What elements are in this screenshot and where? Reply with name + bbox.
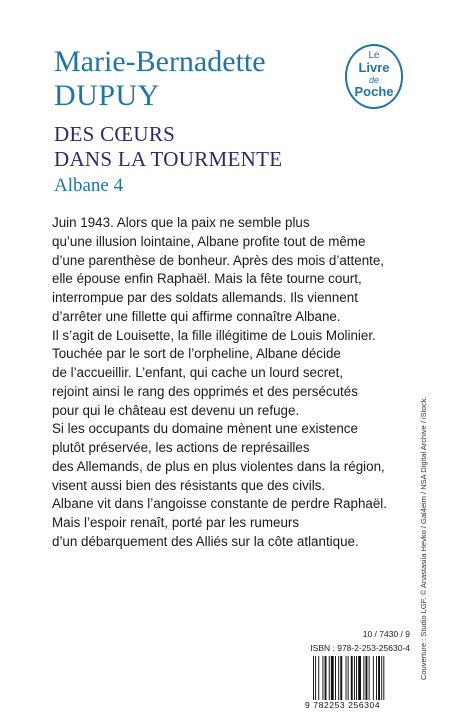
blurb-line: d’arrêter une fillette qui affirme connaître Albane. (52, 308, 341, 324)
isbn-label: ISBN : 978-2-253-25630-4 (310, 643, 410, 653)
logo-text-de: de (368, 75, 379, 85)
blurb-line: Juin 1943. Alors que la paix ne semble plus (52, 215, 310, 230)
author-last-name: DUPUY (54, 79, 160, 112)
blurb-line: elle épouse enfin Raphaël. Mais la fête tourne court, (52, 271, 362, 287)
blurb-line: qu’une illusion lointaine, Albane profite tout de même (52, 233, 366, 249)
title-line-1: DES CŒURS (54, 122, 176, 146)
barcode-number: 9 782253 256304 (305, 700, 410, 710)
publisher-logo (345, 44, 403, 109)
blurb-line: d’un débarquement des Alliés sur la côte atlantique. (52, 533, 359, 549)
cover-credit: Couverture : Studio LGF. © Anastasiia Hevko / Gal4eim / NSA Digital Archive / iStock. (419, 396, 428, 680)
blurb-line: d’une parenthèse de bonheur. Après des mois d’attente, (52, 252, 385, 268)
blurb-line: des Allemands, de plus en plus violentes dans la région, (52, 458, 385, 474)
logo-text-poche: Poche (354, 84, 394, 99)
blurb-line: Mais l’espoir renaît, porté par les rumeurs (52, 515, 300, 530)
blurb-line: interrompue par des soldats allemands. Ils viennent (52, 290, 358, 305)
blurb-line: Il s’agit de Louisette, la fille illégitime de Louis Molinier. (52, 327, 376, 343)
barcode-bars (305, 656, 410, 702)
blurb-text (52, 214, 402, 552)
blurb-line: rejoint ainsi le rang des opprimés et des persécutés (52, 383, 358, 399)
series-label: Albane 4 (54, 175, 124, 196)
blurb-line: Touchée par le sort de l’orpheline, Albane décide (52, 346, 341, 362)
blurb-line: plutôt préservée, les actions de représailles (52, 440, 310, 455)
blurb-line: de l’accueillir. L’enfant, qui cache un lourd secret, (52, 365, 344, 380)
blurb-line: visent aussi bien des résistants que des civils. (52, 477, 326, 493)
blurb-line: pour qui le château est devenu un refuge. (52, 402, 300, 418)
blurb-line: Albane vit dans l’angoisse constante de perdre Raphaël. (52, 496, 387, 512)
title-line-2: DANS LA TOURMENTE (54, 147, 283, 171)
catalog-code: 10 / 7430 / 9 (362, 629, 410, 639)
author-first-name: Marie-Bernadette (54, 45, 266, 78)
barcode (305, 656, 410, 708)
blurb-line: Si les occupants du domaine mènent une existence (52, 421, 358, 437)
logo-text-livre: Livre (358, 60, 390, 75)
logo-text-le: Le (368, 50, 380, 61)
